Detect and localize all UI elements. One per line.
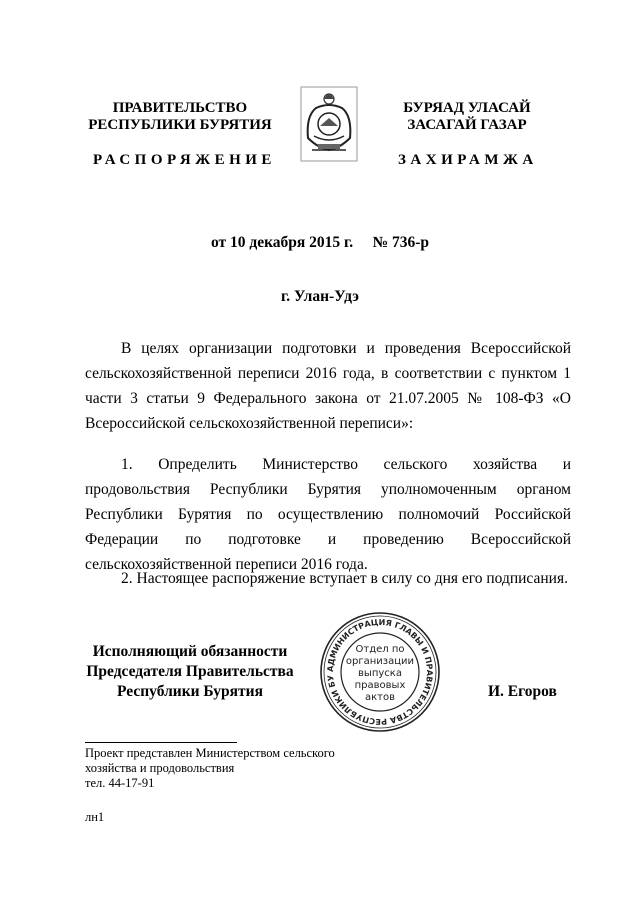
footer-note <box>85 746 335 791</box>
document-number: № 736-р <box>372 234 430 251</box>
footer-initials: лн1 <box>85 810 105 824</box>
item-1-paragraph <box>85 452 571 577</box>
header-right-org <box>372 100 562 134</box>
stamp-line1: Отдел по <box>355 644 405 655</box>
signatory-position-line3: Республики Бурятия <box>117 683 263 700</box>
header-left-org <box>80 100 280 134</box>
item-2-paragraph <box>85 566 571 591</box>
coat-of-arms-icon <box>300 86 358 162</box>
stamp-line4: правовых <box>354 680 406 691</box>
stamp-line3: выпуска <box>358 668 402 679</box>
item-1-text: 1. Определить Министерство сельского хозяйства и продовольствия Республики Бурятия уполномоченным органом Республики Бурятия по осуществлению полномочий Российской Федерации по подготовке и проведению Всероссийской сельскохозяйственной переписи 2016 года. <box>85 456 571 573</box>
stamp-ring-text: АДМИНИСТРАЦИЯ ГЛАВЫ И ПРАВИТЕЛЬСТВА РЕСПУБЛИКИ БУ <box>325 617 435 727</box>
item-2-text: 2. Настоящее распоряжение вступает в силу со дня его подписания. <box>121 570 568 587</box>
signatory-position <box>80 642 300 702</box>
stamp-line2: организации <box>345 656 415 667</box>
header-left-line1: ПРАВИТЕЛЬСТВО <box>112 100 248 116</box>
header-left-doc-type: РАСПОРЯЖЕНИЕ <box>93 152 276 168</box>
document-date-number <box>0 234 640 252</box>
header-right-line1: БУРЯАД УЛАСАЙ <box>403 100 531 116</box>
header-right-doc-type: ЗАХИРАМЖА <box>398 152 538 168</box>
footer-line2: хозяйства и продовольствия <box>85 761 235 775</box>
document-city: г. Улан-Удэ <box>280 288 359 305</box>
intro-text: В целях организации подготовки и проведения Всероссийской сельскохозяйственной переписи 2016 года, в соответствии с пунктом 1 части 3 статьи 9 Федерального закона от 21.07.2005 № 108-ФЗ «О Всероссийской сельскохозяйственной переписи»: <box>85 340 571 432</box>
intro-paragraph <box>85 336 571 436</box>
footer-divider <box>85 742 237 743</box>
signatory-name: И. Егоров <box>488 683 557 700</box>
stamp-line5: актов <box>364 692 396 703</box>
document-date: от 10 декабря 2015 г. <box>210 234 354 251</box>
signatory-position-line1: Исполняющий обязанности <box>92 643 288 660</box>
header-right-line2: ЗАСАГАЙ ГАЗАР <box>407 117 527 133</box>
signatory-position-line2: Председателя Правительства <box>86 663 294 680</box>
footer-line3: тел. 44-17-91 <box>85 776 155 790</box>
header-left-line2: РЕСПУБЛИКИ БУРЯТИЯ <box>88 117 272 133</box>
footer-line1: Проект представлен Министерством сельского <box>85 746 335 760</box>
official-stamp <box>318 610 442 734</box>
